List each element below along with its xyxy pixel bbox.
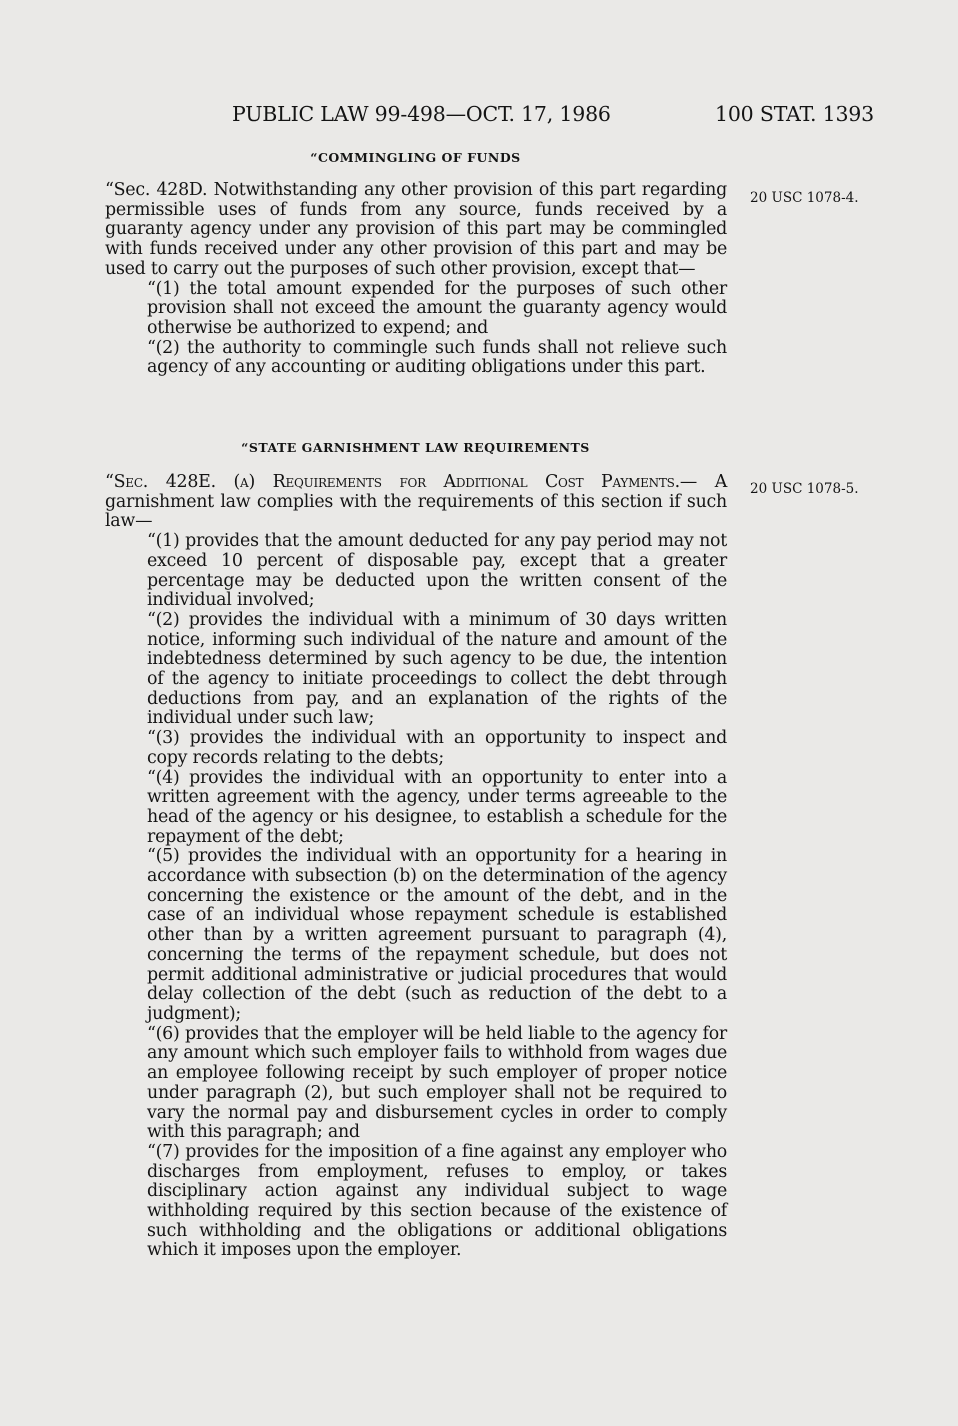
margin-citation-428d: 20 USC 1078-4. [750, 190, 859, 206]
section-428d-item-2: “(2) the authority to commingle such funds shall not relieve such agency of any accounting or auditing obligations under this part. [147, 337, 727, 378]
section-428e-item-6: “(6) provides that the employer will be held liable to the agency for any amount which such employer fails to withhold from wages due an employee following receipt by such employer of proper notice under paragraph (2), but such employer shall not be required to vary the normal pay and disbursement cycles in order to comply with this paragraph; and [147, 1023, 727, 1143]
page-header-stat-ref: 100 STAT. 1393 [715, 102, 874, 126]
section-heading-commingling: “COMMINGLING OF FUNDS [310, 150, 521, 165]
section-428d-item-1: “(1) the total amount expended for the purposes of such other provision shall not exceed the amount the guaranty agency would otherwise be authorized to expend; and [147, 278, 727, 338]
section-428d-body [105, 181, 727, 378]
margin-citation-428e: 20 USC 1078-5. [750, 481, 859, 497]
section-428e-item-1: “(1) provides that the amount deducted for any pay period may not exceed 10 percent of disposable pay, except that a greater percentage may be deducted upon the written consent of the individual involved; [147, 531, 727, 611]
section-428e-item-5: “(5) provides the individual with an opportunity for a hearing in accordance with subsection (b) on the determination of the agency concerning the existence or the amount of the debt, and in the case of an individual whose repayment schedule is established other than by a written agreement pursuant to paragraph (4), concerning the terms of the repayment schedule, but does not permit additional administrative or judicial procedures that would delay collection of the debt (such as reduction of the debt to a judgment); [147, 846, 727, 1024]
section-428e-item-7: “(7) provides for the imposition of a fine against any employer who discharges from employment, refuses to employ, or takes disciplinary action against any individual subject to wage withholding required by this section because of the existence of such withholding and the obligations or additional obligations which it imposes upon the employer. [147, 1141, 727, 1261]
section-428d-intro: “Sec. 428D. Notwithstanding any other provision of this part regarding permissible uses of funds from any source, funds received by a guaranty agency under any provision of this part may be commingled with funds received under any other provision of this part and may be used to carry out the purposes of such other provision, except that— [105, 180, 727, 279]
section-428e-intro-text: A garnishment law complies with the requirements of this section if such law— [105, 472, 727, 532]
page-header-title: PUBLIC LAW 99-498—OCT. 17, 1986 [232, 102, 611, 126]
section-428e-intro [105, 473, 727, 532]
section-428e-item-4: “(4) provides the individual with an opportunity to enter into a written agreement with the agency, under terms agreeable to the head of the agency or his designee, to establish a schedule for the repayment of the debt; [147, 767, 727, 847]
section-428e-body [105, 473, 727, 1261]
section-heading-garnishment: “STATE GARNISHMENT LAW REQUIREMENTS [241, 440, 590, 455]
section-428e-intro-label: “Sec. 428E. (a) Requirements for Additional Cost Payments.— [105, 472, 698, 492]
section-428e-item-3: “(3) provides the individual with an opportunity to inspect and copy records relating to the debts; [147, 728, 727, 768]
section-428e-item-2: “(2) provides the individual with a minimum of 30 days written notice, informing such individual of the nature and amount of the indebtedness determined by such agency to be due, the intention of the agency to initiate proceedings to collect the debt through deductions from pay, and an explanation of the rights of the individual under such law; [147, 609, 727, 729]
